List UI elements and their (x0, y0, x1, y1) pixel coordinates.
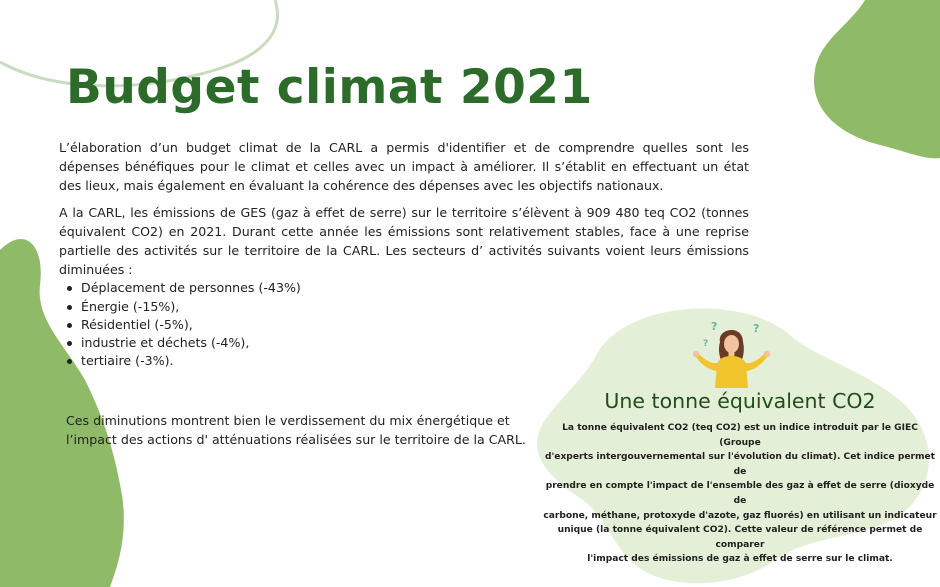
info-box-line: La tonne équivalent CO2 (teq CO2) est un indice introduit par le GIEC (Groupe (562, 423, 918, 448)
conclusion-line: Ces diminutions montrent bien le verdissement du mix énergétique et (66, 413, 510, 428)
bullet-icon (67, 323, 72, 328)
question-mark-glyph: ? (711, 320, 718, 333)
page-title: Budget climat 2021 (66, 60, 593, 115)
bullet-icon (67, 305, 72, 310)
info-box-line: unique (la tonne équivalent CO2). Cette valeur de référence permet de comparer (557, 525, 923, 550)
conclusion-line: l’impact des actions d' atténuations réalisées sur le territoire de la CARL. (66, 432, 526, 447)
list-item: tertiaire (-3%). (67, 352, 749, 370)
list-item: industrie et déchets (-4%), (67, 334, 749, 352)
question-mark-glyph: ? (703, 339, 709, 349)
info-box-line: l'impact des émissions de gaz à effet de serre sur le climat. (587, 554, 893, 565)
info-box-line: carbone, méthane, protoxyde d'azote, gaz fluorés) en utilisant un indicateur (543, 510, 937, 521)
emissions-paragraph: A la CARL, les émissions de GES (gaz à effet de serre) sur le territoire s’élèvent à 909 480 teq CO2 (tonnes équivalent CO2) en 2021. Durant cette année les émissions sont relativement stables, face à une reprise partielle des activités sur le territoire de la CARL. Les secteurs d’ activités suivants voient leurs émissions diminuées : (59, 204, 749, 278)
main-text (59, 138, 749, 370)
bullet-icon (67, 341, 72, 346)
info-box-line: d'experts intergouvernemental sur l'évolution du climat). Cet indice permet de (544, 452, 936, 477)
intro-paragraph: L’élaboration d’un budget climat de la CARL a permis d'identifier et de comprendre quelles sont les dépenses bénéfiques pour le climat et celles avec un impact à améliorer. Il s’établit en effectuant un état des lieux, mais également en évaluant la cohérence des dépenses avec les objectifs nationaux. (59, 140, 749, 194)
bullet-icon (67, 359, 72, 364)
info-box-line: prendre en compte l'impact de l'ensemble des gaz à effet de serre (dioxyde de (545, 481, 935, 506)
info-box-text (540, 421, 940, 567)
list-item: Déplacement de personnes (-43%) (67, 279, 749, 297)
bullet-icon (67, 286, 72, 291)
question-mark-glyph: ? (753, 322, 760, 335)
list-item: Énergie (-15%), (67, 298, 749, 316)
list-item: Résidentiel (-5%), (67, 316, 749, 334)
sector-list (67, 279, 749, 370)
info-box-title: Une tonne équivalent CO2 (604, 389, 876, 413)
conclusion-text (66, 411, 536, 449)
top-right-green-blob (814, 0, 940, 158)
